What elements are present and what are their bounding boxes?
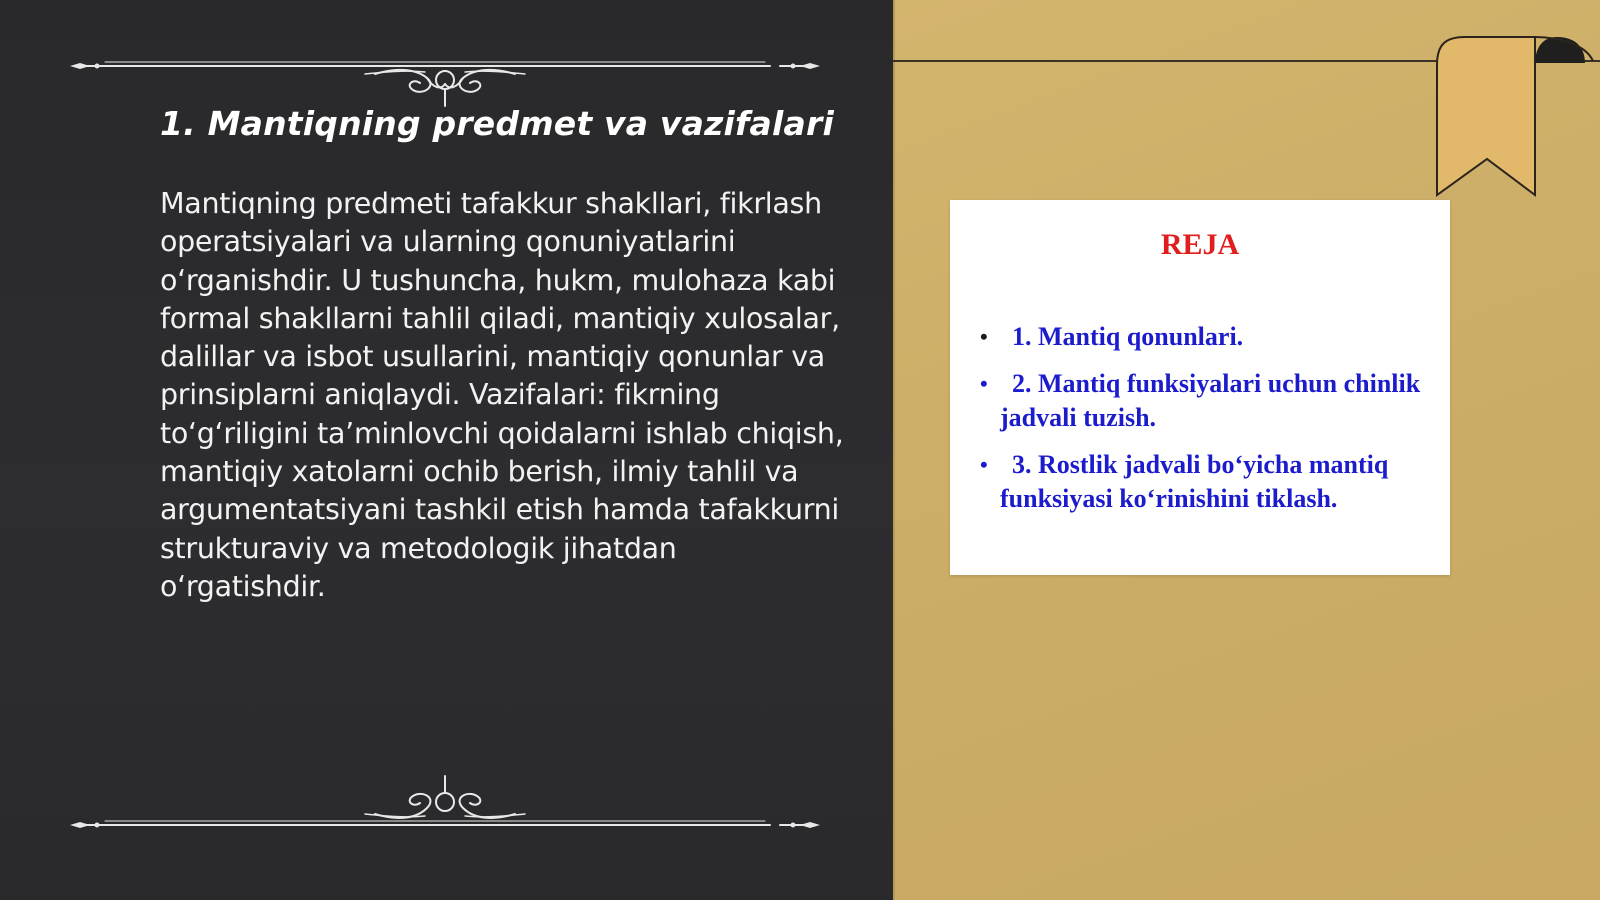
bullet-icon: • — [980, 324, 988, 349]
reja-item-2 — [980, 367, 1430, 435]
reja-list — [980, 320, 1430, 529]
slide-title: 1. Mantiqning predmet va vazifalari — [160, 104, 834, 143]
reja-item-text: 3. Rostlik jadvali bo‘yicha mantiq funksiyasi ko‘rinishini tiklash. — [1000, 450, 1389, 513]
reja-item-1 — [980, 320, 1430, 354]
reja-title: REJA — [1160, 228, 1240, 261]
slide-body-text: Mantiqning predmeti tafakkur shakllari, fikrlash operatsiyalari va ularning qonuniyatlarini o‘rganishdir. U tushuncha, hukm, mulohaza kabi formal shakllarni tahlil qiladi, mantiqiy xulosalar, dalillar va isbot usullarini, mantiqiy qonunlar va prinsiplarni aniqlaydi. Vazifalari: fikrning to‘g‘riligini ta’minlovchi qoidalarni ishlab chiqish, mantiqiy xatolarni ochib berish, ilmiy tahlil va argumentatsiyani tashkil etish hamda tafakkurni strukturaviy va metodologik jihatdan o‘rgatishdir. — [160, 187, 844, 603]
reja-item-text: 2. Mantiq funksiyalari uchun chinlik jadvali tuzish. — [1000, 369, 1421, 432]
bullet-icon: • — [980, 452, 988, 477]
reja-plan-card — [950, 200, 1450, 575]
reja-item-text: 1. Mantiq qonunlari. — [1012, 322, 1244, 351]
top-ornament-icon — [65, 50, 825, 110]
bottom-ornament-icon — [65, 772, 825, 832]
panel-divider — [893, 0, 895, 900]
bullet-icon: • — [980, 371, 988, 396]
reja-item-3 — [980, 448, 1430, 516]
bookmark-ribbon-icon — [1435, 35, 1600, 200]
